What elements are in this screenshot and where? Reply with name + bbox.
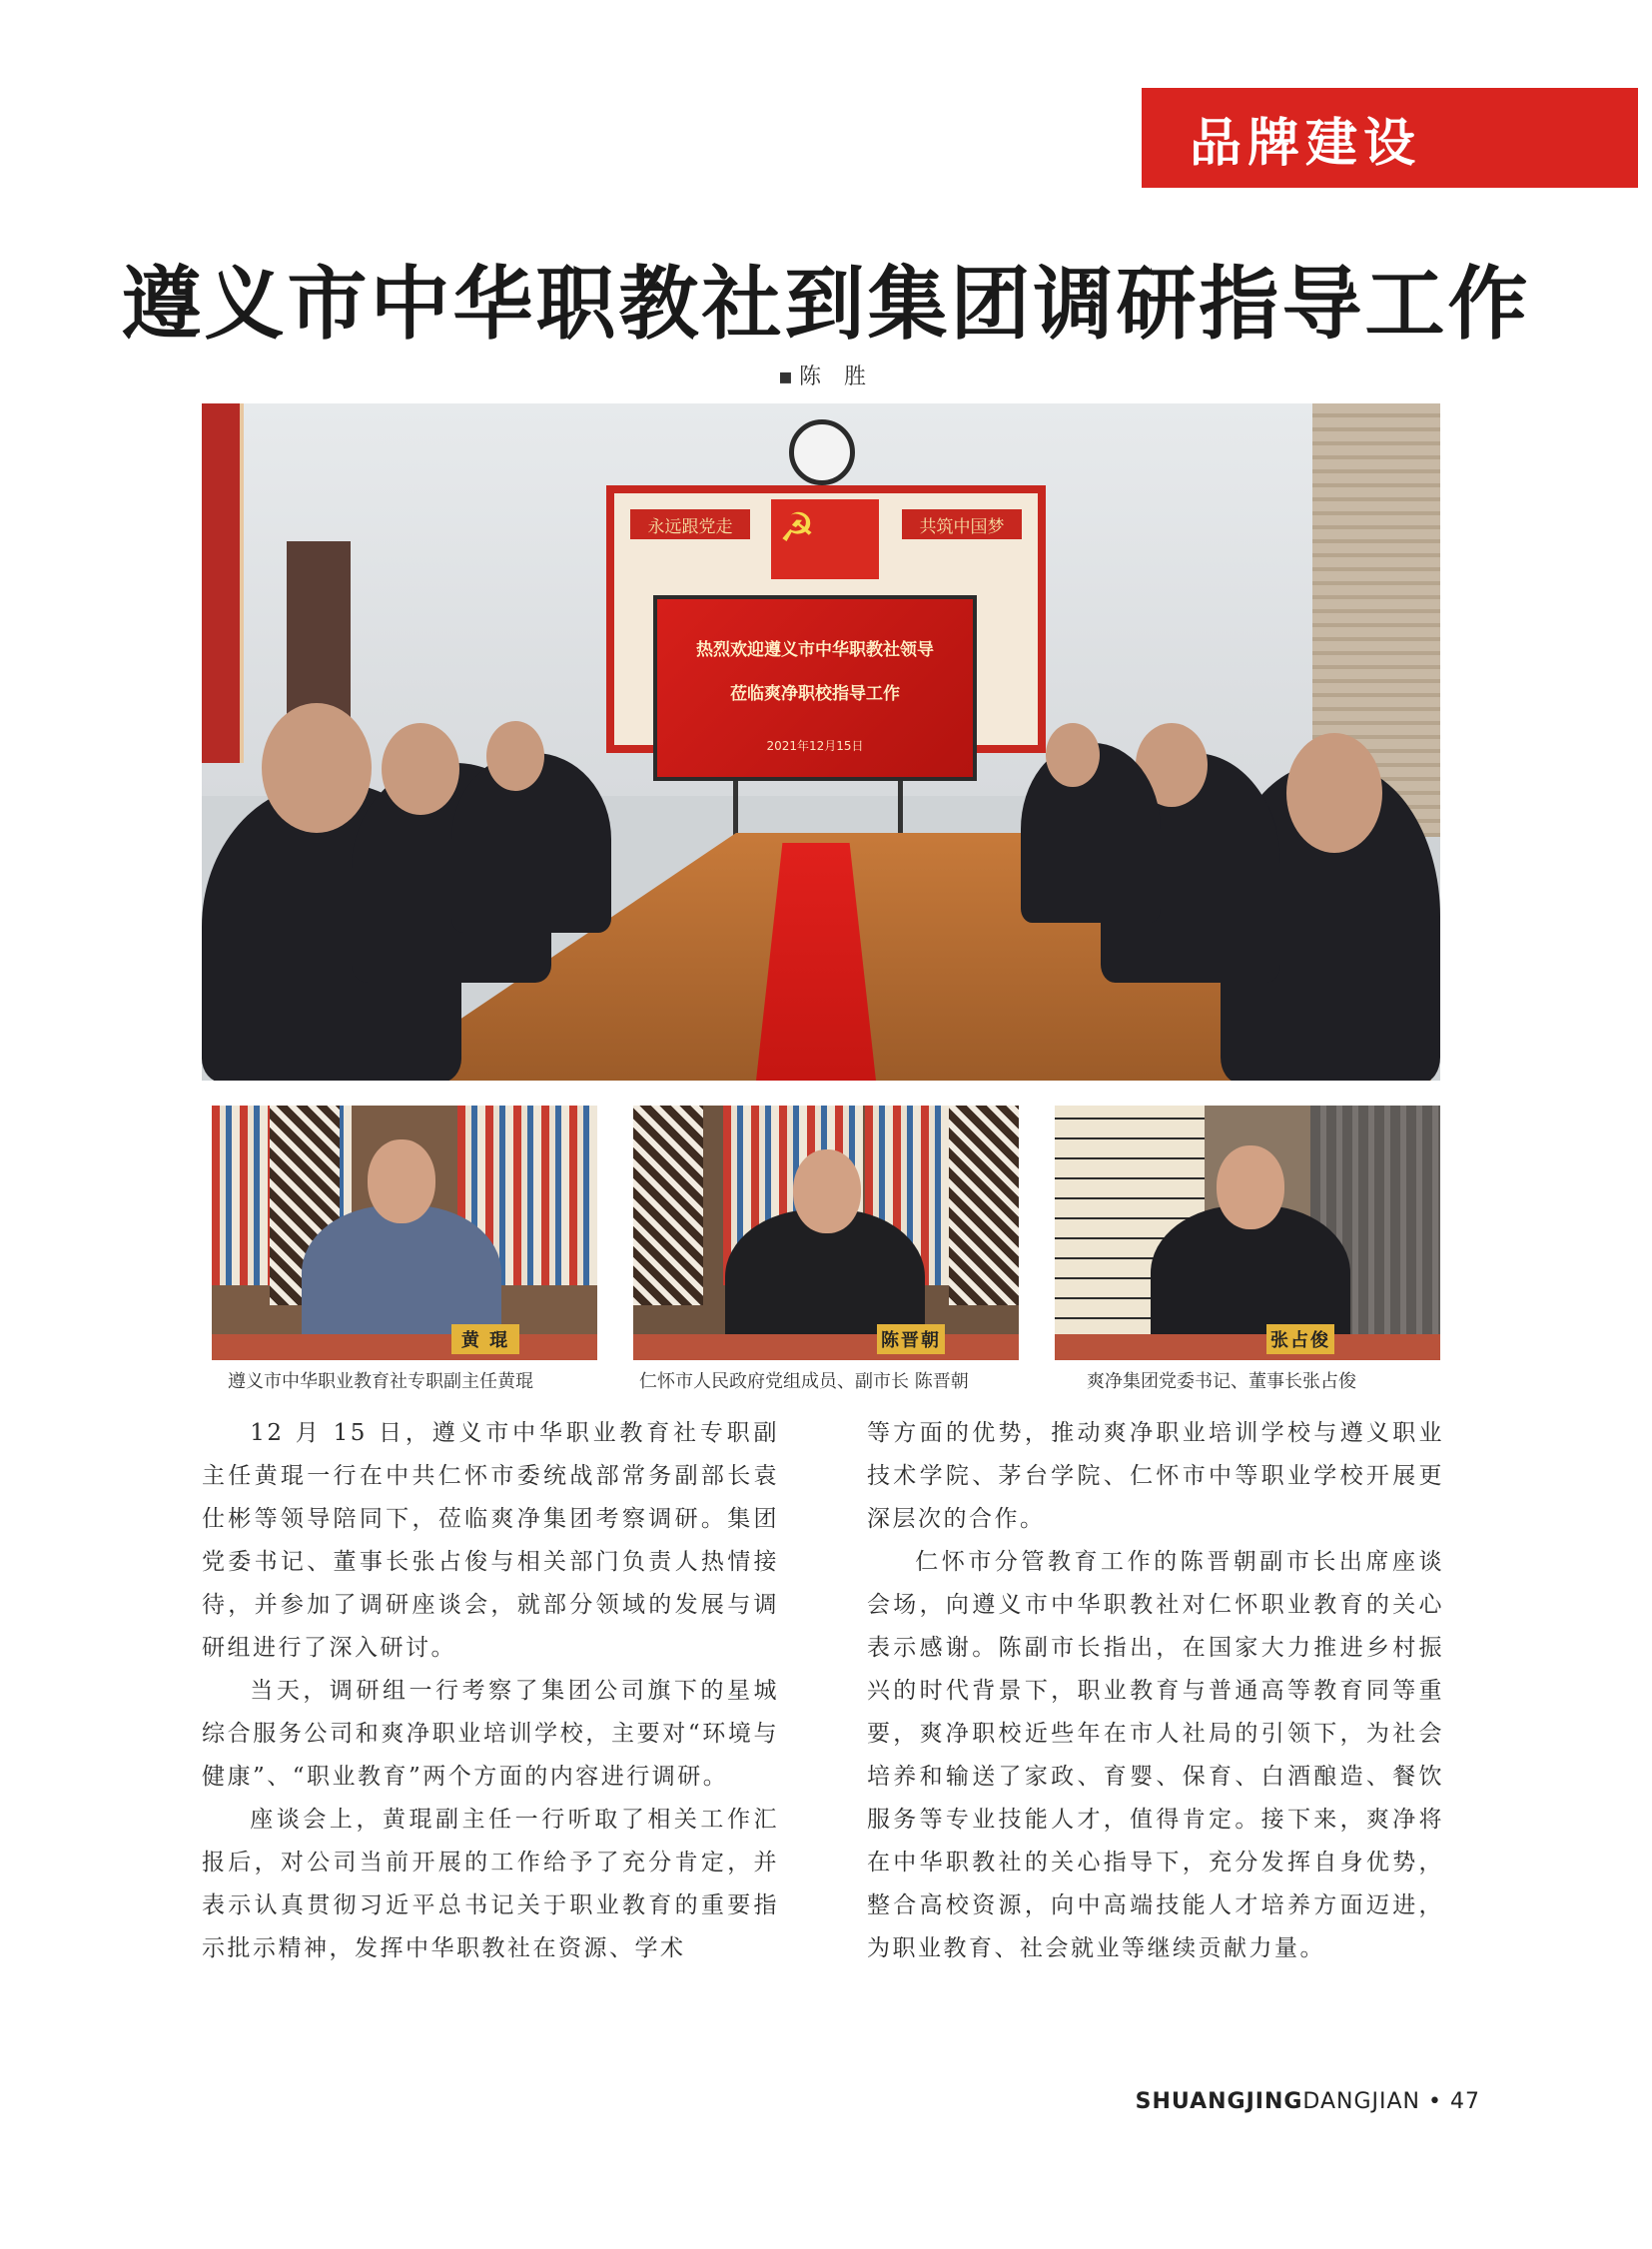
body-paragraph-continued: 等方面的优势，推动爽净职业培训学校与遵义职业技术学院、茅台学院、仁怀市中等职业学校开展更深层次的合作。 (867, 1420, 1444, 1532)
screen-line-1: 热烈欢迎遵义市中华职教社领导 (696, 640, 934, 660)
board-right-slogan: 共筑中国梦 (902, 509, 1022, 539)
screen-date: 2021年12月15日 (766, 739, 864, 753)
attendee-head (1286, 733, 1382, 853)
board-left-slogan: 永远跟党走 (630, 509, 750, 539)
attendee-head (486, 721, 544, 791)
photo-chen-jinchao (633, 1106, 1019, 1360)
photo-huang-kun (212, 1106, 597, 1360)
lattice-screen (633, 1106, 703, 1305)
lattice-screen (949, 1106, 1019, 1305)
main-photo (202, 403, 1440, 1081)
person-face (368, 1139, 435, 1223)
photo-left-banner (202, 403, 244, 763)
desk (1055, 1334, 1440, 1360)
page-number: 47 (1450, 2089, 1480, 2114)
nameplate: 张占俊 (1266, 1324, 1334, 1354)
body-paragraph: 仁怀市分管教育工作的陈晋朝副市长出席座谈会场，向遵义市中华职教社对仁怀职业教育的关心表示感谢。陈副市长指出，在国家大力推进乡村振兴的时代背景下，职业教育与普通高等教育同等重要，爽净职校近些年在市人社局的引领下，为社会培养和输送了家政、育婴、保育、白酒酿造、餐饮服务等专业技能人才，值得肯定。接下来，爽净将在中华职教社的关心指导下，充分发挥自身优势，整合高校资源，向中高端技能人才培养方面迈进，为职业教育、社会就业等继续贡献力量。 (867, 1549, 1444, 1961)
footer-brand-bold: SHUANGJING (1135, 2089, 1303, 2114)
body-paragraph: 座谈会上，黄琨副主任一行听取了相关工作汇报后，对公司当前开展的工作给予了充分肯定，并表示认真贯彻习近平总书记关于职业教育的重要指示批示精神，发挥中华职教社在资源、学术 (202, 1807, 779, 1961)
screen-line-2: 莅临爽净职校指导工作 (730, 684, 900, 704)
byline (0, 360, 1652, 390)
body-column-right (867, 1412, 1444, 1970)
person-face (1217, 1145, 1284, 1229)
author-name: 陈 胜 (798, 365, 874, 389)
article-title: 遵义市中华职教社到集团调研指导工作 (121, 257, 1531, 351)
desk (212, 1334, 597, 1360)
nameplate: 黄 琨 (451, 1324, 519, 1354)
footer-separator: • (1428, 2089, 1442, 2114)
attendee-head (1046, 723, 1100, 787)
attendee-head (262, 703, 372, 833)
wall-clock-icon (789, 419, 855, 485)
footer-brand-light: DANGJIAN (1302, 2089, 1421, 2114)
photo-zhang-zhanjun (1055, 1106, 1440, 1360)
nameplate: 陈晋朝 (877, 1324, 945, 1354)
body-column-left (202, 1412, 779, 1970)
photo-caption: 仁怀市人民政府党组成员、副市长 陈晋朝 (639, 1371, 969, 1392)
screen-stand (733, 781, 903, 839)
photo-caption: 遵义市中华职业教育社专职副主任黄琨 (228, 1371, 533, 1392)
body-paragraph: 当天，调研组一行考察了集团公司旗下的星城综合服务公司和爽净职业培训学校，主要对“环境与健康”、“职业教育”两个方面的内容进行调研。 (202, 1678, 779, 1790)
display-screen (653, 595, 977, 781)
section-label: 品牌建设 (1190, 112, 1422, 174)
section-banner (1142, 88, 1638, 188)
person-face (793, 1149, 861, 1233)
body-paragraph: 12 月 15 日，遵义市中华职业教育社专职副主任黄琨一行在中共仁怀市委统战部常务副部长袁仕彬等领导陪同下，莅临爽净集团考察调研。集团党委书记、董事长张占俊与相关部门负责人热情接待，并参加了调研座谈会，就部分领域的发展与调研组进行了深入研讨。 (202, 1420, 779, 1661)
attendee-head (382, 723, 459, 815)
byline-marker: ▪ (778, 365, 793, 389)
desk (633, 1334, 1019, 1360)
photo-caption: 爽净集团党委书记、董事长张占俊 (1087, 1371, 1356, 1392)
page-footer (1136, 2089, 1480, 2114)
party-flag-icon (771, 499, 879, 579)
